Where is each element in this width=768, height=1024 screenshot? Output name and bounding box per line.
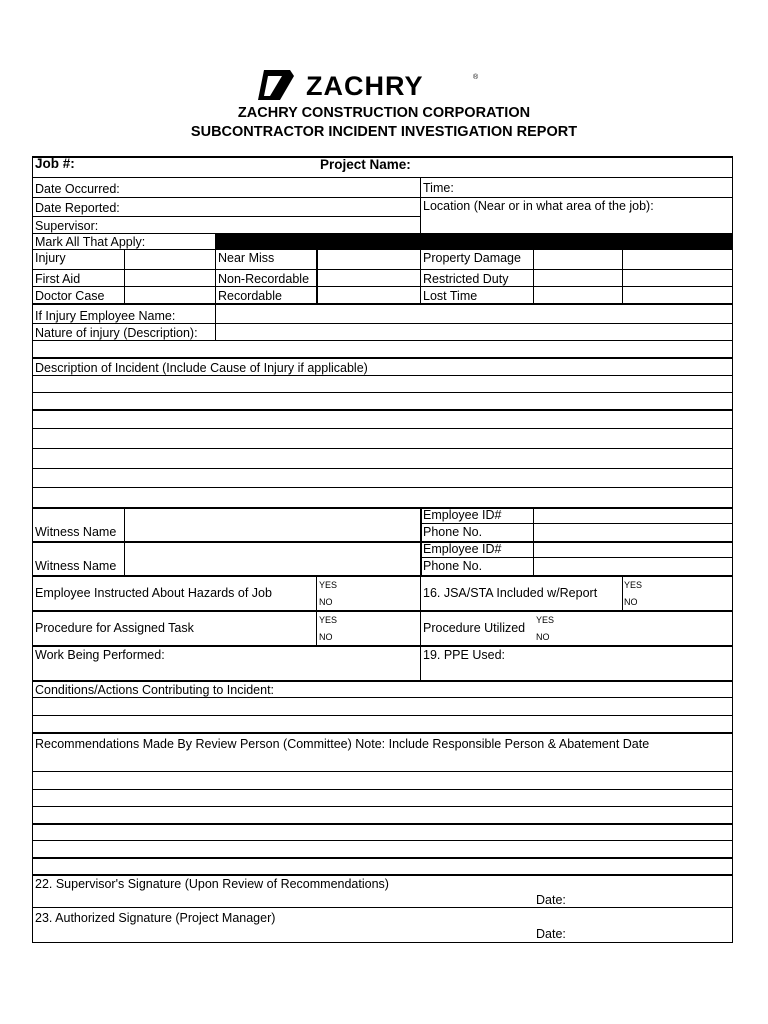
restricted-duty-label: Restricted Duty [423,272,509,286]
grid-line [32,392,733,393]
grid-line [32,197,733,198]
ppe-used-label: 19. PPE Used: [423,648,505,662]
mark-all-label: Mark All That Apply: [35,235,146,249]
yes-option-procedure-task: YES [319,615,338,625]
authorized-date-label: Date: [536,927,566,941]
yes-option-instructed: YES [319,580,338,590]
grid-line [32,177,733,178]
jsa-label: 16. JSA/STA Included w/Report [423,586,598,600]
project-name-label: Project Name: [320,157,411,172]
grid-line [32,409,733,411]
grid-line [32,507,733,509]
doctor-case-label: Doctor Case [35,289,105,303]
grid-line [32,697,733,698]
grid-line [420,523,733,524]
conditions-label: Conditions/Actions Contributing to Incident: [35,683,275,697]
no-option-jsa: NO [624,597,638,607]
supervisor-signature-label: 22. Supervisor's Signature (Upon Review of Recommendations) [35,877,389,891]
date-occurred-label: Date Occurred: [35,182,120,196]
grid-line [32,857,733,859]
grid-line [32,715,733,716]
grid-line [124,507,125,575]
grid-line [32,610,733,612]
description-label: Description of Incident (Include Cause of Injury if applicable) [35,361,368,375]
grid-line [32,732,733,734]
grid-line [32,771,733,772]
header-black-bar [215,233,733,249]
date-reported-label: Date Reported: [35,201,120,215]
grid-line [32,468,733,469]
no-option-procedure-utilized: NO [536,632,550,642]
grid-line [32,874,733,876]
grid-line [32,216,420,217]
grid-line [533,249,534,303]
recommendations-label: Recommendations Made By Review Person (Committee) Note: Include Responsible Person & Abatement Date [35,737,650,751]
grid-line [420,177,421,233]
grid-line [420,575,421,680]
injury-label: Injury [35,251,66,265]
job-number-label: Job #: [35,156,75,171]
grid-line [215,233,216,303]
authorized-signature-label: 23. Authorized Signature (Project Manager) [35,911,276,925]
grid-line [420,249,421,303]
grid-line [32,789,733,790]
nature-of-injury-label: Nature of injury (Description): [35,326,198,340]
zachry-logo-text: ZACHRY [306,71,424,101]
grid-line [316,575,317,645]
recordable-label: Recordable [218,289,282,303]
phone-label-2: Phone No. [423,559,483,573]
grid-line [32,286,733,287]
grid-line [32,375,733,376]
grid-line [32,645,733,647]
procedure-utilized-label: Procedure Utilized [423,621,526,635]
grid-line [124,249,125,303]
supervisor-label: Supervisor: [35,219,99,233]
grid-line [32,269,733,270]
grid-line [32,323,733,324]
procedure-task-label: Procedure for Assigned Task [35,621,194,635]
no-option-procedure-task: NO [319,632,333,642]
grid-line [32,806,733,807]
grid-line [32,487,733,488]
zachry-logo [258,68,480,104]
work-performed-label: Work Being Performed: [35,648,165,662]
company-name: ZACHRY CONSTRUCTION CORPORATION [237,105,531,121]
grid-line [622,249,623,303]
grid-line [32,680,733,682]
zachry-logo-mark [258,68,298,102]
first-aid-label: First Aid [35,272,81,286]
grid-line [32,249,733,250]
supervisor-date-label: Date: [536,893,566,907]
grid-line [32,840,733,841]
no-option-instructed: NO [319,597,333,607]
yes-option-procedure-utilized: YES [536,615,555,625]
grid-line [32,907,733,908]
grid-line [215,303,216,340]
grid-line [420,507,422,575]
lost-time-label: Lost Time [423,289,478,303]
near-miss-label: Near Miss [218,251,275,265]
employee-id-label-1: Employee ID# [423,508,502,522]
time-label: Time: [423,181,454,195]
grid-line [533,507,534,575]
phone-label-1: Phone No. [423,525,483,539]
grid-line [32,541,733,543]
instructed-label: Employee Instructed About Hazards of Job [35,586,272,600]
registered-mark: ® [473,74,479,81]
grid-line [32,575,733,577]
location-label: Location (Near or in what area of the job): [423,199,654,213]
employee-id-label-2: Employee ID# [423,542,502,556]
report-title: SUBCONTRACTOR INCIDENT INVESTIGATION REPORT [190,124,578,140]
property-damage-label: Property Damage [423,251,521,265]
non-recordable-label: Non-Recordable [218,272,310,286]
grid-line [420,557,733,558]
employee-name-label: If Injury Employee Name: [35,309,176,323]
grid-line [32,823,733,825]
witness-name-label-1: Witness Name [35,525,117,539]
grid-line [32,357,733,359]
grid-line [316,249,318,303]
grid-line [32,340,733,341]
witness-name-label-2: Witness Name [35,559,117,573]
grid-line [32,428,733,429]
grid-line [32,448,733,449]
grid-line [32,303,733,305]
grid-line [622,575,623,610]
yes-option-jsa: YES [624,580,643,590]
